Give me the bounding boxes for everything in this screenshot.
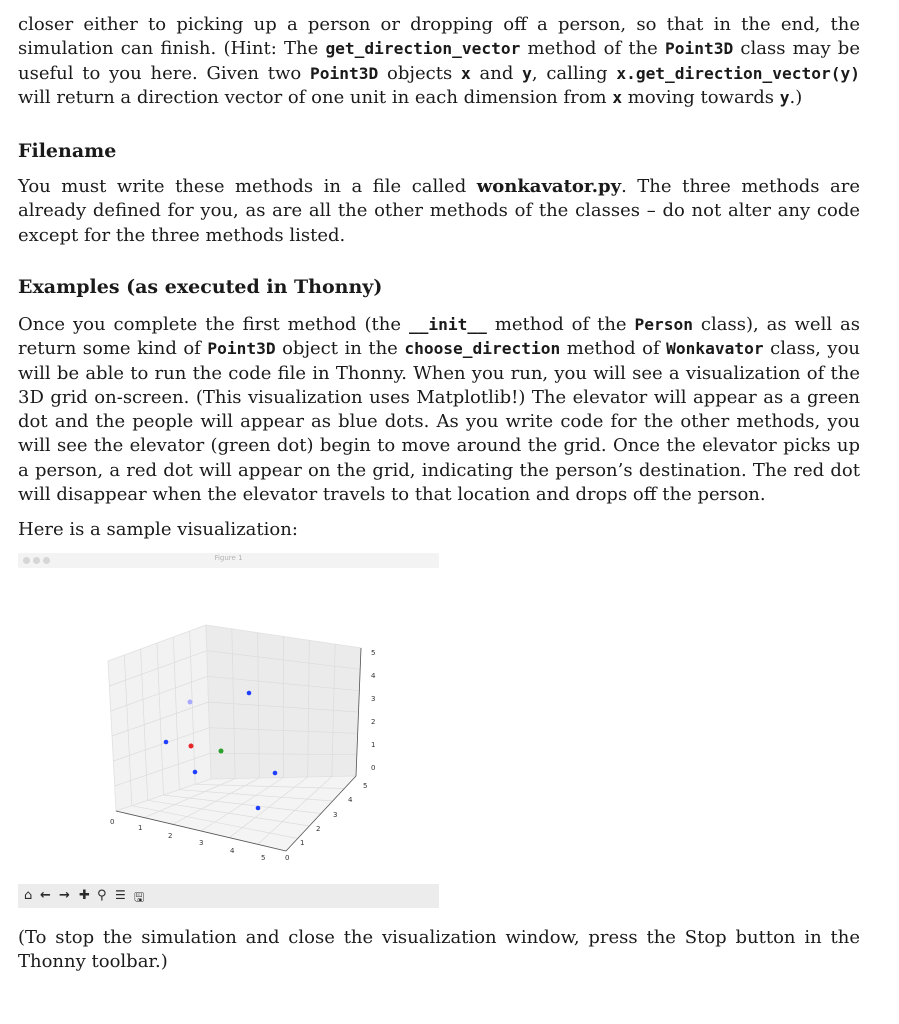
y-tick-label: 3 (333, 811, 338, 819)
save-icon[interactable]: 🖫 (134, 890, 145, 904)
code: __init__ (408, 315, 487, 334)
code: x.get_direction_vector(y) (616, 63, 860, 83)
text: method of the (486, 314, 635, 335)
code: y (779, 87, 790, 107)
y-tick-label: 4 (348, 796, 353, 804)
z-tick-label: 3 (371, 695, 376, 703)
text: .) (789, 86, 803, 108)
code: x (612, 87, 623, 107)
code: Point3D (310, 63, 379, 83)
y-tick-label: 5 (363, 782, 368, 790)
text: objects (378, 62, 461, 84)
z-tick-label: 0 (371, 764, 376, 772)
pan-icon[interactable]: ✚ (79, 888, 90, 903)
text: class), as well as return some kind of (18, 314, 860, 360)
paragraph-stop-note: (To stop the simulation and close the visualization window, press the Stop button in the Thonny toolbar.) (18, 927, 860, 973)
filename-bold: wonkavator.py (476, 176, 622, 197)
text: , calling (531, 62, 617, 84)
back-arrow-icon[interactable]: ← (40, 888, 51, 903)
text: method of (560, 338, 667, 360)
code: get_direction_vector (325, 39, 521, 59)
elevator-point (219, 749, 224, 754)
text: . The three methods are already defined for you, as are all the other methods of the classes – do not alter any code except for the three methods listed. (18, 176, 860, 246)
text: method of the (520, 38, 665, 60)
home-icon[interactable]: ⌂ (24, 888, 33, 903)
forward-arrow-icon[interactable]: → (59, 888, 70, 903)
y-tick-label: 0 (285, 854, 290, 862)
code: y (522, 63, 532, 83)
code: Point3D (665, 39, 734, 59)
3d-plot[interactable] (18, 568, 439, 884)
code: choose_direction (404, 339, 561, 359)
figure-window (18, 553, 439, 909)
text: closer either to picking up a person or dropping off a person, so that in the end, the simulation can finish. (Hint: The (18, 14, 860, 60)
person-point (273, 771, 278, 776)
text: class, you will be able to run the code file in Thonny. When you run, you will see a visualization of the 3D grid on-screen. (This visualization uses Matplotlib!) The elevator will appear as a green dot and the people will appear as blue dots. As you write code for the other methods, you will see the elevator (green dot) begin to move around the grid. Once the elevator picks up a person, a red dot will appear on the grid, indicating the person’s destination. The red dot will disappear when the elevator travels to that location and drops off the person. (18, 338, 861, 506)
y-tick-label: 1 (300, 839, 305, 847)
text: Once you complete the first method (the (18, 314, 409, 335)
x-tick-label: 2 (168, 832, 173, 840)
text: and (470, 62, 523, 84)
x-tick-label: 4 (230, 847, 235, 855)
matplotlib-toolbar (18, 884, 439, 908)
code: x (460, 63, 471, 83)
paragraph-hint (18, 13, 860, 110)
z-tick-label: 1 (371, 741, 376, 749)
z-tick-label: 4 (371, 672, 376, 680)
section-heading-examples: Examples (as executed in Thonny) (18, 276, 383, 298)
window-title: Figure 1 (214, 554, 243, 562)
text: moving towards (622, 86, 780, 108)
person-point (164, 740, 169, 745)
paragraph-sample-intro: Here is a sample visualization: (18, 519, 298, 540)
paragraph-examples (18, 313, 860, 507)
window-titlebar (18, 553, 439, 568)
section-heading-filename: Filename (18, 140, 117, 162)
text: object in the (275, 338, 405, 360)
text: class may be useful to you here. Given two (18, 38, 860, 84)
person-point (193, 770, 198, 775)
x-tick-label: 3 (199, 839, 204, 847)
paragraph-filename (18, 175, 860, 248)
person-point-faded (188, 700, 193, 705)
x-tick-label: 5 (261, 854, 266, 862)
person-point (256, 806, 261, 811)
code: Point3D (207, 339, 276, 359)
text: You must write these methods in a file called (18, 176, 477, 197)
code: Person (634, 315, 693, 334)
configure-icon[interactable]: ☰ (115, 888, 126, 902)
y-tick-label: 2 (316, 825, 321, 833)
x-tick-label: 1 (138, 824, 143, 832)
z-tick-label: 5 (371, 649, 376, 657)
zoom-icon[interactable]: ⚲ (97, 888, 107, 903)
person-point (247, 691, 252, 696)
destination-point (189, 744, 194, 749)
text: will return a direction vector of one unit in each dimension from (18, 86, 613, 108)
code: Wonkavator (666, 339, 764, 359)
z-tick-label: 2 (371, 718, 376, 726)
x-tick-label: 0 (110, 818, 115, 826)
